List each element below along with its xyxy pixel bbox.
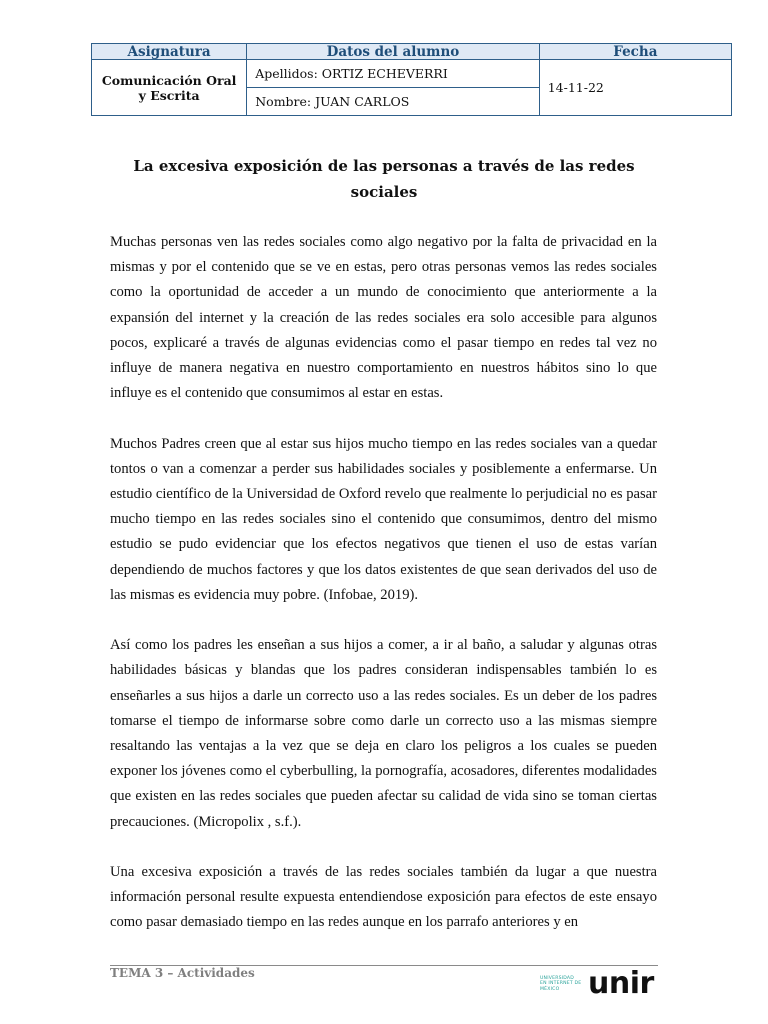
paragraph-1: Muchas personas ven las redes sociales como algo negativo por la falta de privacidad en la mismas y por el contenido que se ve en estas, pero otras personas vemos las redes sociales como la oportunidad de acceder a un mundo de conocimiento que anteriormente a la expansión del internet y la creación de las redes sociales era solo accesible para algunos pocos, explicaré a través de algunas evidencias como el pasar tiempo en redes tal vez no influye de manera negativa en nuestro comportamiento en nuestros hábitos sino lo que influye es el contenido que consumimos al estar en estas.	[110, 234, 657, 402]
essay-title: La excesiva exposición de las personas a través de las redes sociales	[133, 157, 635, 201]
paragraph-3: Así como los padres les enseñan a sus hijos a comer, a ir al baño, a saludar y algunas otras habilidades básicas y blandas que los padres consideran indispensables también lo es enseñarles a sus hijos a darle un correcto uso a las redes sociales. Es un deber de los padres tomarse el tiempo de informarse sobre como darle un correcto uso a las mismas siempre resaltando las ventajas a la vez que se deja en claro los peligros a los cuales se pueden exponer los jóvenes como el cyberbulling, la pornografía, acosadores, diferentes modalidades que existen en las redes sociales que pueden afectar su calidad de vida sino se toman ciertas precauciones. (Micropolix , s.f.).	[110, 637, 657, 830]
header-table	[91, 43, 732, 116]
logo-wordmark: unir	[588, 966, 654, 1001]
header-col-student: Datos del alumno	[247, 44, 539, 60]
surnames-value: Apellidos: ORTIZ ECHEVERRI	[247, 60, 539, 88]
footer-label: TEMA 3 – Actividades	[110, 966, 255, 980]
paragraph-2: Muchos Padres creen que al estar sus hijos mucho tiempo en las redes sociales van a quedar tontos o van a comenzar a perder sus habilidades sociales y posiblemente a enfermarse. Un estudio científico de la Universidad de Oxford revelo que realmente lo perjudicial no es pasar mucho tiempo en las redes sociales sino el contenido que consumimos, dentro del mismo estudio se pudo evidenciar que los efectos negativos que tienen el uso de estas varían dependiendo de muchos factores y que los datos existentes de que sean derivados del uso de las mismas es evidencia muy pobre. (Infobae, 2019).	[110, 435, 657, 603]
paragraph-4: Una excesiva exposición a través de las redes sociales también da lugar a que nuestra información personal resulte expuesta entendiendose exposición para efectos de este ensayo como pasar demasiado tiempo en las redes aunque en los parrafo anteriores y en	[110, 864, 657, 931]
logo-tagline: UNIVERSIDAD EN INTERNET DE MÉXICO	[540, 975, 582, 992]
essay-body	[110, 230, 657, 961]
header-col-subject: Asignatura	[92, 44, 247, 60]
name-value: Nombre: JUAN CARLOS	[247, 88, 539, 116]
date-value: 14-11-22	[539, 60, 731, 116]
header-col-date: Fecha	[539, 44, 731, 60]
unir-logo	[540, 968, 654, 1000]
subject-value: Comunicación Oral y Escrita	[92, 60, 247, 116]
